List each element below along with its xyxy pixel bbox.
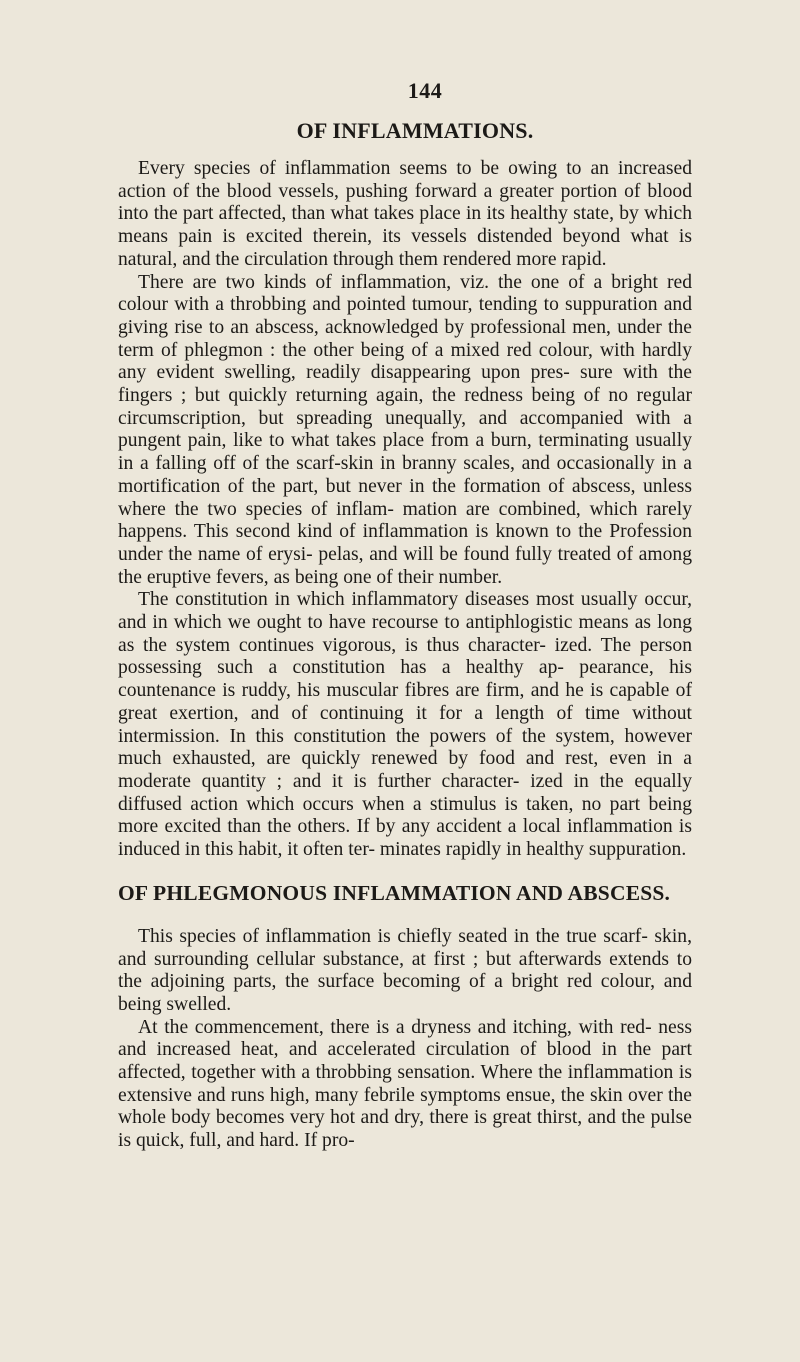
section-heading: OF PHLEGMONOUS INFLAMMATION AND ABSCESS. xyxy=(118,880,671,905)
page-number: 144 xyxy=(407,78,443,103)
paragraph: The constitution in which inflammatory diseases most usually occur, and in which we ought to have recourse to antiphlogistic means as long as the system continues vigorous, is thus character- ized. The person possessing such a constitution has a healthy ap- pearance, his countenance is ruddy, his muscular fibres are firm, and he is capable of great exertion, and of continuing it for a length of time without intermission. In this constitution the powers of the system, however much exhausted, are quickly renewed by food and rest, even in a moderate quantity ; and it is further character- ized in the equally diffused action which occurs when a stimulus is taken, no part being more excited than the others. If by any accident a local inflammation is induced in this habit, it often ter- minates rapidly in healthy suppuration. xyxy=(118,589,692,861)
paragraph: This species of inflammation is chiefly seated in the true scarf- skin, and surrounding cellular substance, at first ; but afterwards extends to the adjoining parts, the surface becoming of a bright red colour, and being swelled. xyxy=(118,925,692,1015)
paragraph: Every species of inflammation seems to be owing to an increased action of the blood vessels, pushing forward a greater portion of blood into the part affected, than what takes place in its healthy state, by which means pain is excited therein, its vessels distended beyond what is natural, and the circulation through them rendered more rapid. xyxy=(118,158,692,270)
paragraph: There are two kinds of inflammation, viz. the one of a bright red colour with a throbbing and pointed tumour, tending to suppuration and giving rise to an abscess, acknowledged by professional men, under the term of phlegmon : the other being of a mixed red colour, with hardly any evident swelling, readily disappearing upon pres- sure with the fingers ; but quickly returning again, the redness being of no regular circumscription, but spreading unequally, and accompanied with a pungent pain, like to what takes place from a burn, terminating usually in a falling off of the scarf-skin in branny scales, and occasionally in a mortification of the part, but never in the formation of abscess, unless where the two species of inflam- mation are combined, which rarely happens. This second kind of inflammation is known to the Profession under the name of erysi- pelas, and will be found fully treated of among the eruptive fevers, as being one of their number. xyxy=(118,271,692,588)
chapter-heading: OF INFLAMMATIONS. xyxy=(296,118,534,143)
paragraph: At the commencement, there is a dryness and itching, with red- ness and increased heat, and accelerated circulation of blood in the part affected, together with a throbbing sensation. Where the inflammation is extensive and runs high, many febrile symptoms ensue, the skin over the whole body becomes very hot and dry, there is great thirst, and the pulse is quick, full, and hard. If pro- xyxy=(118,1016,692,1152)
text-column xyxy=(118,118,692,1153)
